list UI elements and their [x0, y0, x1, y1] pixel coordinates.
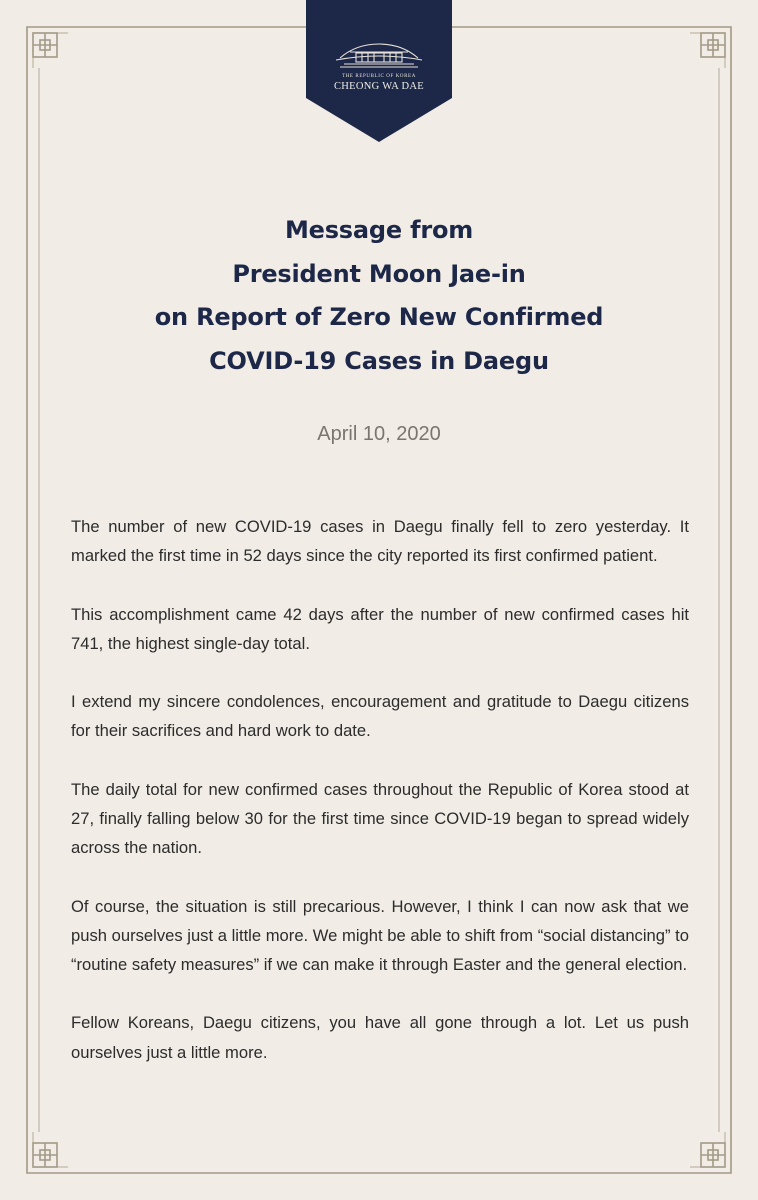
- body-paragraph: The number of new COVID-19 cases in Daegu finally fell to zero yesterday. It marked the first time in 52 days since the city reported its first confirmed patient.: [71, 517, 689, 566]
- title-line: on Report of Zero New Confirmed: [154, 303, 604, 331]
- body-paragraph: I extend my sincere condolences, encouragement and gratitude to Daegu citizens for their sacrifices and hard work to date.: [71, 692, 689, 741]
- message-body: [71, 512, 689, 1096]
- body-paragraph: Of course, the situation is still precarious. However, I think I can now ask that we push ourselves just a little more. We might be able to shift from “social distancing” to “routine safety measures” if we can make it through Easter and the general election.: [71, 896, 689, 974]
- body-paragraph: Fellow Koreans, Daegu citizens, you have all gone through a lot. Let us push ourselves just a little more.: [71, 1013, 689, 1062]
- body-paragraph: The daily total for new confirmed cases throughout the Republic of Korea stood at 27, finally falling below 30 for the first time since COVID-19 began to spread widely across the nation.: [71, 779, 689, 858]
- message-date: April 10, 2020: [317, 423, 441, 445]
- title-line: President Moon Jae-in: [232, 259, 526, 288]
- republic-label: THE REPUBLIC OF KOREA: [342, 74, 416, 79]
- body-paragraph: This accomplishment came 42 days after the number of new confirmed cases hit 741, the highest single-day total.: [71, 604, 689, 653]
- cheong-wa-dae-label: CHEONG WA DAE: [333, 81, 425, 92]
- title-line: Message from: [284, 216, 474, 244]
- corner-ornament-top-right: [690, 27, 731, 68]
- corner-ornament-top-left: [27, 27, 68, 68]
- page-title: [60, 209, 698, 383]
- corner-ornament-bottom-right: [690, 1132, 731, 1173]
- corner-ornament-bottom-left: [27, 1132, 68, 1173]
- title-line: COVID-19 Cases in Daegu: [209, 346, 549, 375]
- header-badge: [306, 0, 452, 142]
